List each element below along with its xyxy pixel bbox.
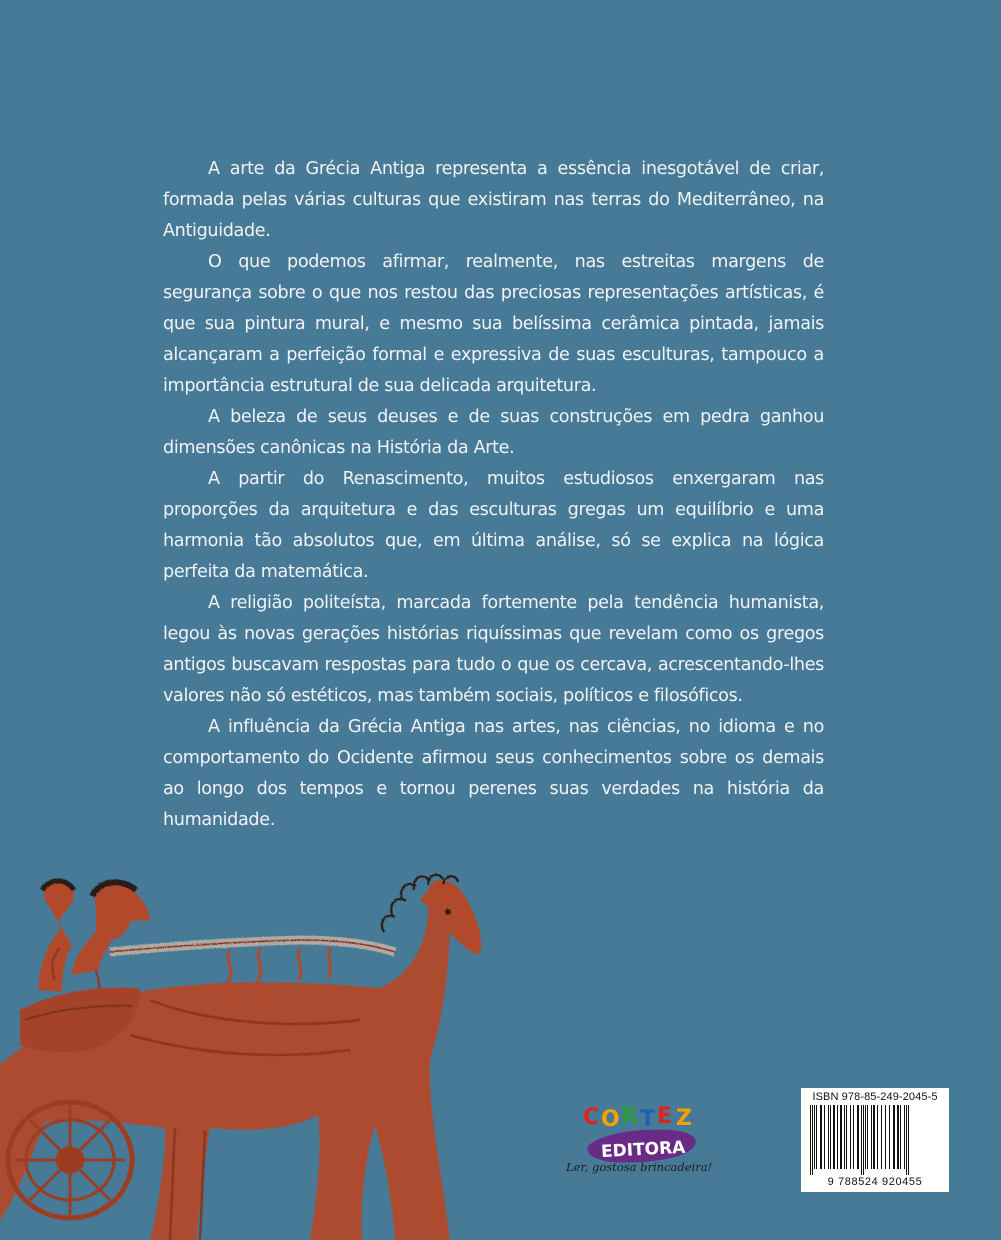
publisher-tagline: Ler, gostosa brincadeira! — [566, 1160, 713, 1174]
barcode-bar — [861, 1105, 862, 1175]
horse-body — [0, 880, 482, 1240]
barcode-bar — [867, 1105, 868, 1169]
charioteer-back — [38, 880, 74, 992]
barcode-bar — [846, 1105, 847, 1169]
svg-text:R: R — [621, 1104, 638, 1129]
barcode-bar — [816, 1105, 817, 1169]
paragraph-2: O que podemos afirmar, realmente, nas estreitas margens de segurança sobre o que nos restou das preciosas representações artísticas, é que sua pintura mural, e mesmo sua belíssima cerâmica pintada, jamais alcançaram a perfeição formal e expressiva de suas esculturas, tampouco a importância estrutural de sua delicada arquitetura. — [163, 252, 824, 396]
paragraph-5: A religião politeísta, marcada fortemente pela tendência humanista, legou às novas gerações histórias riquíssimas que revelam como os gregos antigos buscavam respostas para tudo o que os cercava, acrescentando-lhes valores não só estéticos, mas também sociais, políticos e filosóficos. — [163, 593, 824, 706]
barcode-bar — [889, 1105, 890, 1169]
editora-wordmark: EDITORA — [600, 1137, 686, 1163]
barcode-bar — [824, 1105, 825, 1169]
barcode-bar — [904, 1105, 905, 1169]
svg-text:C: C — [583, 1105, 600, 1130]
barcode-bar — [908, 1105, 909, 1175]
svg-text:O: O — [601, 1107, 620, 1132]
barcode-bar — [897, 1105, 899, 1169]
charioteer-front — [72, 882, 150, 1000]
barcode-bar — [844, 1105, 845, 1169]
barcode-bar — [873, 1105, 875, 1169]
isbn-barcode — [801, 1088, 949, 1192]
isbn-number: ISBN 978-85-249-2045-5 — [812, 1091, 938, 1103]
svg-text:Z: Z — [676, 1106, 692, 1131]
barcode-bar — [865, 1105, 866, 1169]
barcode-bar — [885, 1105, 886, 1169]
barcode-bar — [857, 1105, 859, 1169]
back-cover-text — [163, 154, 824, 836]
barcode-bar — [877, 1105, 878, 1169]
barcode-bar — [814, 1105, 815, 1169]
chariot-wheel — [8, 1102, 132, 1218]
horse-eye — [445, 909, 451, 915]
paragraph-1: A arte da Grécia Antiga representa a essência inesgotável de criar, formada pelas várias culturas que existiram nas terras do Mediterrâneo, na Antiguidade. — [163, 159, 824, 241]
barcode-bar — [906, 1105, 907, 1175]
barcode-bar — [830, 1105, 831, 1169]
barcode-bar — [850, 1105, 851, 1169]
barcode-digits: 9 788524 920455 — [827, 1176, 923, 1188]
barcode-bars — [808, 1105, 942, 1175]
barcode-bar — [871, 1105, 872, 1169]
barcode-bar — [881, 1105, 882, 1169]
barcode-bar — [863, 1105, 864, 1175]
greek-chariot-illustration — [0, 860, 560, 1240]
paragraph-4: A partir do Renascimento, muitos estudiosos enxergaram nas proporções da arquitetura e das esculturas gregas um equilíbrio e uma harmonia tão absolutos que, em última análise, só se explica na lógica perfeita da matemática. — [163, 469, 824, 582]
barcode-bar — [833, 1105, 835, 1169]
barcode-bar — [820, 1105, 822, 1169]
barcode-bar — [900, 1105, 901, 1169]
barcode-bar — [893, 1105, 895, 1169]
paragraph-3: A beleza de seus deuses e de suas construções em pedra ganhou dimensões canônicas na História da Arte. — [163, 407, 824, 458]
svg-text:E: E — [657, 1104, 673, 1129]
paragraph-6: A influência da Grécia Antiga nas artes, nas ciências, no idioma e no comportamento do Ocidente afirmou seus conhecimentos sobre os demais ao longo dos tempos e tornou perenes suas verdades na história da humanidade. — [163, 717, 824, 830]
svg-text:T: T — [640, 1107, 656, 1132]
barcode-bar — [840, 1105, 842, 1169]
barcode-bar — [853, 1105, 854, 1169]
barcode-bar — [837, 1105, 838, 1169]
barcode-bar — [828, 1105, 829, 1169]
barcode-bar — [812, 1105, 813, 1175]
cortez-wordmark — [583, 1104, 692, 1132]
barcode-bar — [810, 1105, 811, 1175]
